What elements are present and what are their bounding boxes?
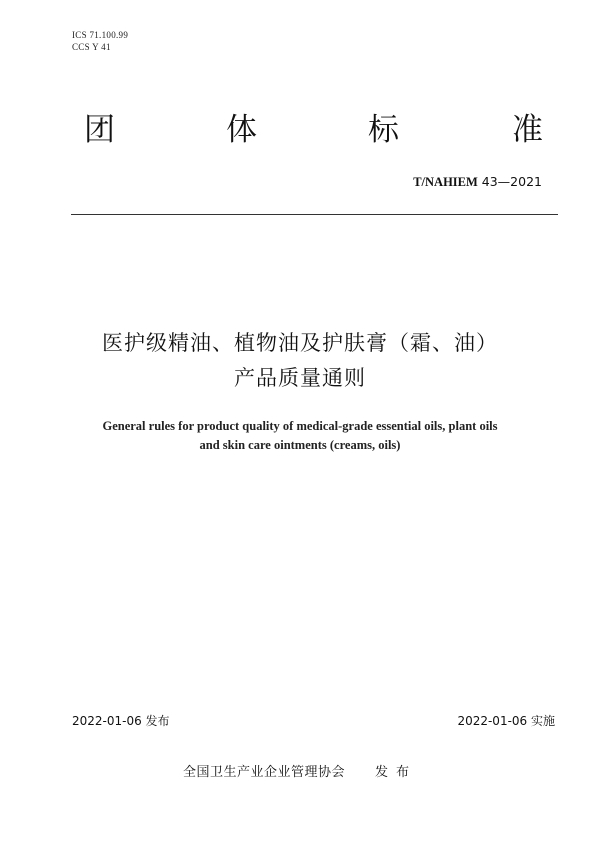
publisher-name: 全国卫生产业企业管理协会: [182, 765, 345, 780]
english-title-line-1: General rules for product quality of medical-grade essential oils, plant oils: [102, 419, 498, 433]
standard-type-char-4: 准: [512, 112, 543, 148]
standard-number-prefix: T/NAHIEM: [413, 175, 478, 189]
publisher-action: 发布: [375, 765, 418, 780]
publisher-line: [0, 764, 600, 782]
standard-type-char-2: 体: [226, 112, 257, 148]
implement-date: 2022-01-06 实施: [457, 714, 555, 728]
standard-number: [413, 174, 542, 190]
standard-type-char-3: 标: [368, 112, 399, 148]
standard-type-char-1: 团: [84, 112, 115, 148]
chinese-title-line-2: 产品质量通则: [234, 366, 366, 390]
english-title-line-2: and skin care ointments (creams, oils): [199, 438, 401, 452]
chinese-title-line-1: 医护级精油、植物油及护肤膏（霜、油）: [102, 331, 498, 355]
ccs-code: CCS Y 41: [72, 42, 111, 52]
standard-number-value: 43—2021: [481, 174, 542, 189]
publish-date: 2022-01-06 发布: [72, 714, 170, 728]
header-divider: [71, 214, 558, 215]
ics-code: ICS 71.100.99: [72, 30, 129, 40]
